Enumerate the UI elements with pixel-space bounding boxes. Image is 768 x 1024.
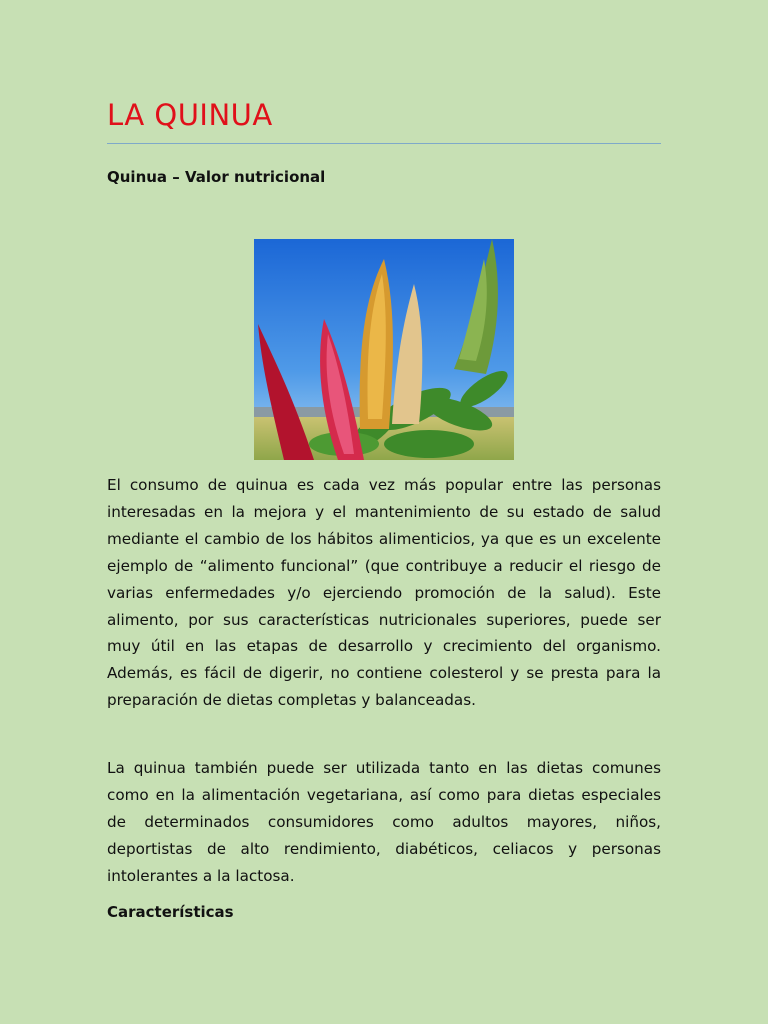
section-heading: Características [107,903,234,921]
subtitle: Quinua – Valor nutricional [107,168,326,186]
paragraph-1: El consumo de quinua es cada vez más popular entre las personas interesadas en la mejora y el mantenimiento de su estado de salud mediante el cambio de los hábitos alimenticios, ya que es un excelente ejemplo de “alimento funcional” (que contribuye a reducir el riesgo de varias enfermedades y/o ejerciendo promoción de la salud). Este alimento, por sus características nutricionales superiores, puede ser muy útil en las etapas de desarrollo y crecimiento del organismo. Además, es fácil de digerir, no contiene colesterol y se presta para la preparación de dietas completas y balanceadas. [107,476,661,710]
paragraph-2: La quinua también puede ser utilizada tanto en las dietas comunes como en la alimentación vegetariana, así como para dietas especiales de determinados consumidores como adultos mayores, niños, deportistas de alto rendimiento, diabéticos, celiacos y personas intolerantes a la lactosa. [107,759,661,885]
quinoa-plants-photo [254,239,514,460]
title-divider [107,143,661,144]
page-title: LA QUINUA [107,98,273,132]
